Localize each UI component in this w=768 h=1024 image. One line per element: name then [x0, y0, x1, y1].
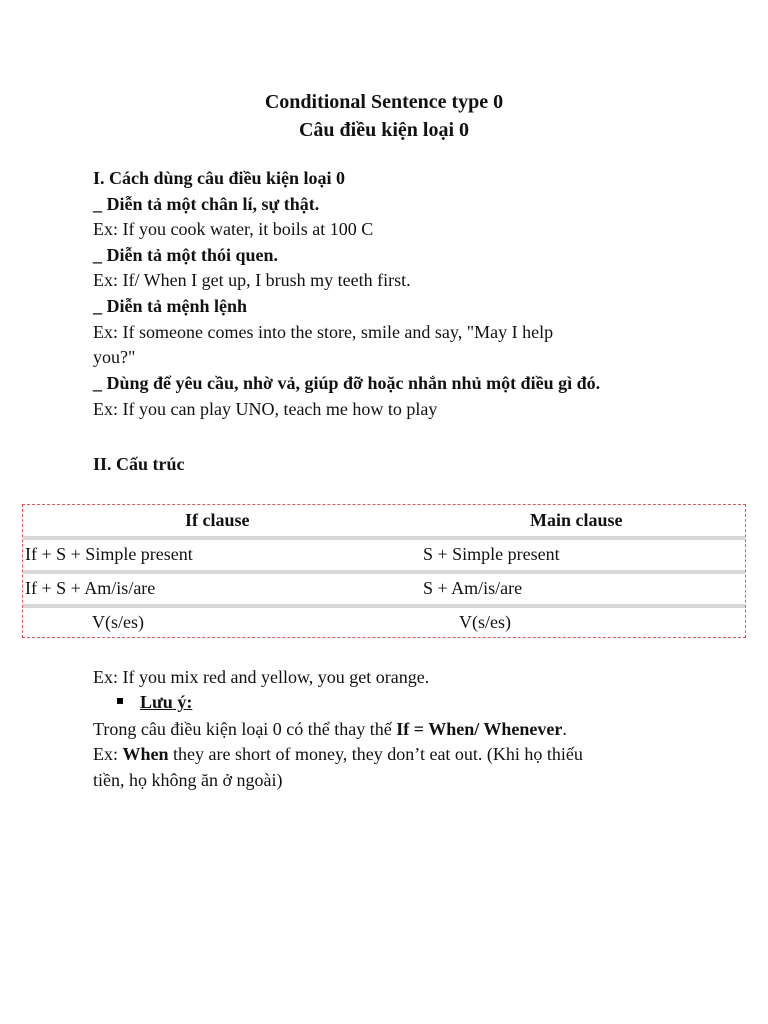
table-header-main-clause: Main clause: [530, 510, 623, 530]
usage-2-label: _ Diễn tả một thói quen.: [93, 245, 279, 265]
note-text-bold: If = When/ Whenever: [396, 719, 563, 739]
table-cell-if-clause: If + S + Simple present: [25, 544, 193, 564]
structure-example: Ex: If you mix red and yellow, you get orange.: [93, 667, 430, 687]
note-example-line-2: tiền, họ không ăn ở ngoài): [93, 770, 283, 790]
table-cell-if-clause: V(s/es): [92, 612, 144, 632]
table-row: [23, 607, 745, 641]
table-cell-main-clause: V(s/es): [459, 612, 511, 632]
table-header-if-clause: If clause: [185, 510, 250, 530]
usage-1-label: _ Diễn tả một chân lí, sự thật.: [93, 194, 320, 214]
usage-3-label: _ Diễn tả mệnh lệnh: [93, 296, 248, 316]
document-title-vietnamese: Câu điều kiện loại 0: [298, 119, 470, 141]
table-header-row: [23, 505, 745, 539]
note-example-line-1: [93, 742, 583, 766]
usage-4-label: _ Dùng để yêu cầu, nhờ vả, giúp đỡ hoặc nhắn nhủ một điều gì đó.: [93, 373, 601, 393]
note-text: [93, 717, 567, 741]
document-title-english: Conditional Sentence type 0: [264, 91, 504, 113]
usage-3-example-line-1: Ex: If someone comes into the store, smile and say, "May I help: [93, 322, 554, 342]
usage-3-example-line-2: you?": [93, 347, 136, 367]
note-text-prefix: Trong câu điều kiện loại 0 có thể thay thế: [93, 719, 397, 739]
table-cell-if-clause: If + S + Am/is/are: [25, 578, 156, 598]
section-2-heading: II. Cấu trúc: [93, 454, 185, 474]
note-label: Lưu ý:: [140, 692, 193, 712]
note-example-bold: When: [122, 744, 169, 764]
square-bullet-icon: [117, 698, 123, 704]
usage-4-example: Ex: If you can play UNO, teach me how to play: [93, 399, 438, 419]
note-text-suffix: .: [562, 719, 567, 739]
note-example-rest: they are short of money, they don’t eat out. (Khi họ thiếu: [168, 744, 583, 764]
usage-2-example: Ex: If/ When I get up, I brush my teeth first.: [93, 270, 411, 290]
table-row: [23, 539, 745, 573]
section-1-heading: I. Cách dùng câu điều kiện loại 0: [93, 168, 346, 188]
table-row: [23, 573, 745, 607]
table-cell-main-clause: S + Am/is/are: [423, 578, 523, 598]
structure-table: [22, 504, 746, 638]
usage-1-example: Ex: If you cook water, it boils at 100 C: [93, 219, 374, 239]
note-example-prefix: Ex:: [93, 744, 123, 764]
table-cell-main-clause: S + Simple present: [423, 544, 560, 564]
